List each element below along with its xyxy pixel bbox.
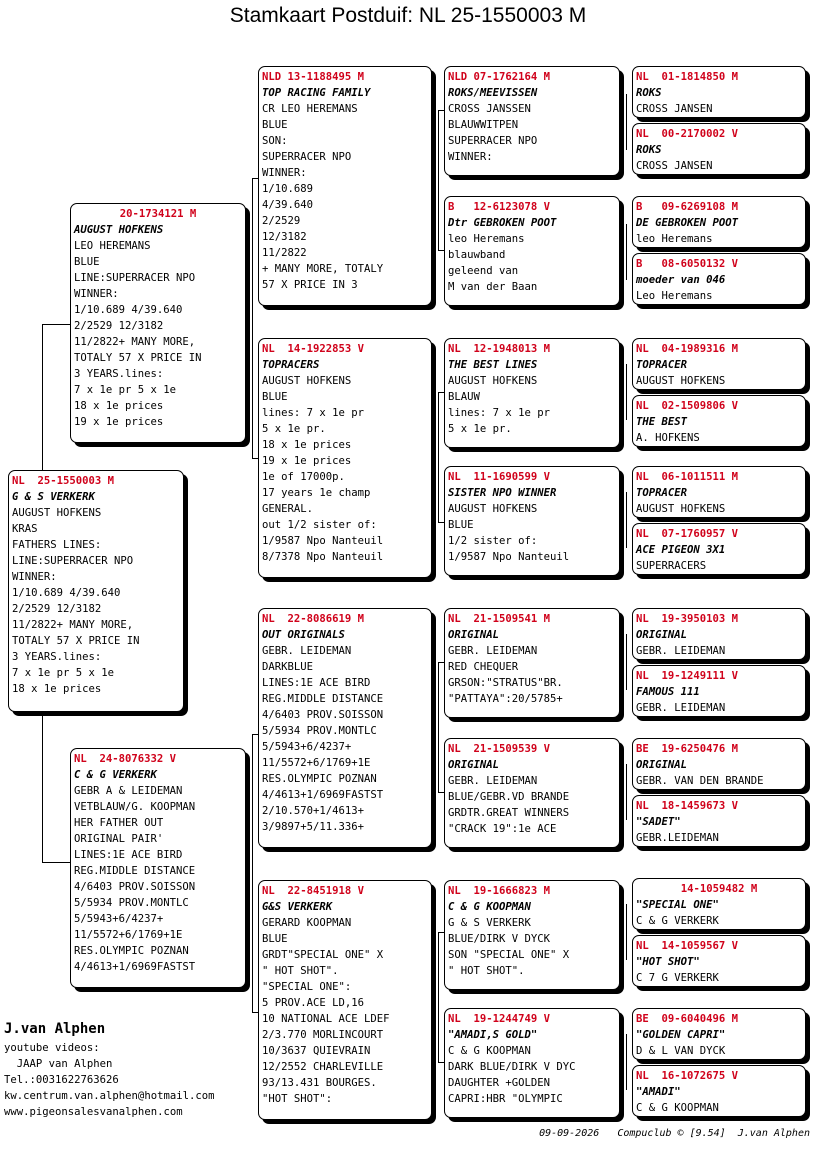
ring-number: NL 02-1509806 V xyxy=(636,400,739,412)
ring-number: NL 22-8451918 V xyxy=(262,885,365,897)
contact-email[interactable]: kw.centrum.van.alphen@hotmail.com xyxy=(4,1090,215,1102)
detail-line: 5/5943+6/4237+ xyxy=(74,913,164,925)
contact-line: JAAP van Alphen xyxy=(4,1058,113,1070)
detail-line: 4/6403 PROV.SOISSON xyxy=(74,881,196,893)
detail-line: " HOT SHOT". xyxy=(448,965,525,977)
detail-line: Leo Heremans xyxy=(636,290,713,302)
ring-number: NL 11-1690599 V xyxy=(448,471,551,483)
detail-line: 8/7378 Npo Nanteuil xyxy=(262,551,384,563)
detail-line: 7 x 1e pr 5 x 1e xyxy=(12,667,115,679)
ring-number: 14-1059482 M xyxy=(680,883,758,895)
ring-number: NL 16-1072675 V xyxy=(636,1070,739,1082)
detail-line: 11/5572+6/1769+1E xyxy=(74,929,183,941)
ring-number: NLD 07-1762164 M xyxy=(448,71,551,83)
detail-line: BLUE xyxy=(74,256,100,268)
detail-line: LINES:1E ACE BIRD xyxy=(74,849,183,861)
ring-number: B 12-6123078 V xyxy=(448,201,551,213)
connector-line xyxy=(626,224,627,280)
detail-line: "HOT SHOT": xyxy=(262,1093,333,1105)
connector-line xyxy=(42,324,70,325)
detail-line: AUGUST HOFKENS xyxy=(262,375,352,387)
pedigree-card-g1 xyxy=(632,66,806,118)
pedigree-card-mff xyxy=(444,608,620,718)
detail-line: 5/5943+6/4237+ xyxy=(262,741,352,753)
detail-line: BLUE xyxy=(262,391,288,403)
detail-line: ORIGINAL PAIR' xyxy=(74,833,164,845)
pigeon-name: TOPRACER xyxy=(636,487,688,499)
detail-line: REG.MIDDLE DISTANCE xyxy=(74,865,196,877)
detail-line: 1/10.689 xyxy=(262,183,314,195)
detail-line: 5 PROV.ACE LD,16 xyxy=(262,997,365,1009)
ring-number: NL 14-1059567 V xyxy=(636,940,739,952)
detail-line: 2/2529 12/3182 xyxy=(74,320,164,332)
connector-line xyxy=(438,932,439,1062)
pigeon-name: ORIGINAL xyxy=(636,759,688,771)
detail-line: G & S VERKERK xyxy=(448,917,531,929)
detail-line: A. HOFKENS xyxy=(636,432,700,444)
ring-number: BE 19-6250476 M xyxy=(636,743,739,755)
detail-line: TOTALY 57 X PRICE IN xyxy=(74,352,202,364)
detail-line: 18 x 1e prices xyxy=(74,400,164,412)
detail-line: 10 NATIONAL ACE LDEF xyxy=(262,1013,390,1025)
ring-number: NL 01-1814850 M xyxy=(636,71,739,83)
detail-line: AUGUST HOFKENS xyxy=(636,503,726,515)
detail-line: GRSON:"STRATUS"BR. xyxy=(448,677,563,689)
detail-line: LEO HEREMANS xyxy=(74,240,151,252)
pedigree-card-fm xyxy=(258,338,432,578)
detail-line: blauwband xyxy=(448,249,506,261)
ring-number: NL 19-1244749 V xyxy=(448,1013,551,1025)
detail-line: 5 x 1e pr. xyxy=(448,423,512,435)
pigeon-name: "HOT SHOT" xyxy=(636,956,700,968)
pedigree-card-g7 xyxy=(632,466,806,518)
detail-line: RES.OLYMPIC POZNAN xyxy=(262,773,377,785)
detail-line: GEBR. LEIDEMAN xyxy=(262,645,352,657)
pigeon-name: OUT ORIGINALS xyxy=(262,629,345,641)
detail-line: 1/9587 Npo Nanteuil xyxy=(262,535,384,547)
ring-number: NL 21-1509541 M xyxy=(448,613,551,625)
detail-line: GEBR. VAN DEN BRANDE xyxy=(636,775,764,787)
detail-line: C & G KOOPMAN xyxy=(636,1102,719,1114)
connector-line xyxy=(438,392,439,522)
detail-line: GEBR. LEIDEMAN xyxy=(636,702,726,714)
detail-line: DAUGHTER +GOLDEN xyxy=(448,1077,551,1089)
pedigree-card-fmf xyxy=(444,338,620,448)
detail-line: + MANY MORE, TOTALY xyxy=(262,263,384,275)
pigeon-name: "AMADI" xyxy=(636,1086,681,1098)
pedigree-card-g9 xyxy=(632,608,806,660)
detail-line: GEBR A & LEIDEMAN xyxy=(74,785,183,797)
print-stamp: 09-09-2026 Compuclub © [9.54] J.van Alphen xyxy=(539,1128,810,1139)
ring-number: NL 25-1550003 M xyxy=(12,475,115,487)
owner-contact xyxy=(4,1018,214,1120)
pedigree-card-g11 xyxy=(632,738,806,790)
pedigree-card-ff xyxy=(258,66,432,306)
pigeon-name: "AMADI,S GOLD" xyxy=(448,1029,538,1041)
detail-line: DARK BLUE/DIRK V DYC xyxy=(448,1061,576,1073)
detail-line: 1/2 sister of: xyxy=(448,535,538,547)
detail-line: CROSS JANSEN xyxy=(636,160,713,172)
detail-line: 12/2552 CHARLEVILLE xyxy=(262,1061,384,1073)
pigeon-name: AUGUST HOFKENS xyxy=(74,224,164,236)
pedigree-card-fff xyxy=(444,66,620,176)
ring-number: NL 24-8076332 V xyxy=(74,753,177,765)
pedigree-card-mother xyxy=(70,748,246,988)
detail-line: 2/3.770 MORLINCOURT xyxy=(262,1029,384,1041)
detail-line: WINNER: xyxy=(262,167,307,179)
detail-line: LINE:SUPERRACER NPO xyxy=(74,272,196,284)
detail-line: LINES:1E ACE BIRD xyxy=(262,677,371,689)
ring-number: BE 09-6040496 M xyxy=(636,1013,739,1025)
detail-line: 1e of 17000p. xyxy=(262,471,345,483)
pedigree-card-mf xyxy=(258,608,432,848)
connector-line xyxy=(626,492,627,548)
detail-line: 11/5572+6/1769+1E xyxy=(262,757,371,769)
detail-line: WINNER: xyxy=(448,151,493,163)
ring-number: NL 07-1760957 V xyxy=(636,528,739,540)
detail-line: 11/2822 xyxy=(262,247,307,259)
detail-line: DARKBLUE xyxy=(262,661,314,673)
detail-line: out 1/2 sister of: xyxy=(262,519,377,531)
pigeon-name: ORIGINAL xyxy=(448,759,500,771)
connector-line xyxy=(438,110,439,250)
detail-line: BLUE/DIRK V DYCK xyxy=(448,933,551,945)
pedigree-card-g10 xyxy=(632,665,806,717)
detail-line: 5/5934 PROV.MONTLC xyxy=(74,897,189,909)
connector-line xyxy=(626,94,627,150)
detail-line: TOTALY 57 X PRICE IN xyxy=(12,635,140,647)
pedigree-card-subject xyxy=(8,470,184,712)
pigeon-name: moeder van 046 xyxy=(636,274,726,286)
detail-line: C & G VERKERK xyxy=(636,915,719,927)
pigeon-name: Dtr GEBROKEN POOT xyxy=(448,217,557,229)
detail-line: BLUE/GEBR.VD BRANDE xyxy=(448,791,570,803)
detail-line: WINNER: xyxy=(74,288,119,300)
connector-line xyxy=(626,904,627,960)
detail-line: CR LEO HEREMANS xyxy=(262,103,358,115)
pedigree-card-mmm xyxy=(444,1008,620,1118)
connector-line xyxy=(626,1034,627,1090)
connector-line xyxy=(42,712,43,862)
pigeon-name: TOPRACERS xyxy=(262,359,320,371)
detail-line: 5 x 1e pr. xyxy=(262,423,326,435)
detail-line: "SPECIAL ONE": xyxy=(262,981,352,993)
pedigree-card-g14 xyxy=(632,935,806,987)
detail-line: CROSS JANSEN xyxy=(636,103,713,115)
detail-line: GEBR. LEIDEMAN xyxy=(448,775,538,787)
detail-line: 1/9587 Npo Nanteuil xyxy=(448,551,570,563)
detail-line: 3 YEARS.lines: xyxy=(12,651,102,663)
detail-line: lines: 7 x 1e pr xyxy=(448,407,551,419)
detail-line: 7 x 1e pr 5 x 1e xyxy=(74,384,177,396)
contact-line: youtube videos: xyxy=(4,1042,100,1054)
connector-line xyxy=(42,324,43,470)
pedigree-card-g15 xyxy=(632,1008,806,1060)
detail-line: 19 x 1e prices xyxy=(262,455,352,467)
pedigree-card-g2 xyxy=(632,123,806,175)
detail-line: SUPERRACERS xyxy=(636,560,707,572)
detail-line: 5/5934 PROV.MONTLC xyxy=(262,725,377,737)
ring-number: NL 00-2170002 V xyxy=(636,128,739,140)
pigeon-name: FAMOUS 111 xyxy=(636,686,700,698)
pigeon-name: "GOLDEN CAPRI" xyxy=(636,1029,726,1041)
ring-number: NLD 13-1188495 M xyxy=(262,71,365,83)
pigeon-name: ROKS/MEEVISSEN xyxy=(448,87,538,99)
pigeon-name: ORIGINAL xyxy=(448,629,500,641)
detail-line: leo Heremans xyxy=(636,233,713,245)
detail-line: 3/9897+5/11.336+ xyxy=(262,821,365,833)
detail-line: C 7 G VERKERK xyxy=(636,972,719,984)
pedigree-card-ffm xyxy=(444,196,620,306)
detail-line: 11/2822+ MANY MORE, xyxy=(12,619,134,631)
connector-line xyxy=(626,634,627,690)
ring-number: NL 19-1666823 M xyxy=(448,885,551,897)
pigeon-name: DE GEBROKEN POOT xyxy=(636,217,739,229)
detail-line: lines: 7 x 1e pr xyxy=(262,407,365,419)
detail-line: 12/3182 xyxy=(262,231,307,243)
detail-line: 93/13.431 BOURGES. xyxy=(262,1077,377,1089)
pedigree-card-g6 xyxy=(632,395,806,447)
detail-line: BLAUW xyxy=(448,391,480,403)
detail-line: "CRACK 19":1e ACE xyxy=(448,823,557,835)
pigeon-name: C & G VERKERK xyxy=(74,769,157,781)
pedigree-card-g16 xyxy=(632,1065,806,1117)
pigeon-name: "SADET" xyxy=(636,816,681,828)
ring-number: NL 12-1948013 M xyxy=(448,343,551,355)
detail-line: 2/2529 12/3182 xyxy=(12,603,102,615)
detail-line: CROSS JANSSEN xyxy=(448,103,531,115)
pigeon-name: ROKS xyxy=(636,87,662,99)
pedigree-card-g12 xyxy=(632,795,806,847)
detail-line: AUGUST HOFKENS xyxy=(448,375,538,387)
pedigree-card-g8 xyxy=(632,523,806,575)
connector-line xyxy=(42,862,70,863)
detail-line: 11/2822+ MANY MORE, xyxy=(74,336,196,348)
pedigree-card-mmf xyxy=(444,880,620,990)
pedigree-card-g3 xyxy=(632,196,806,248)
detail-line: AUGUST HOFKENS xyxy=(12,507,102,519)
pigeon-name: ACE PIGEON 3X1 xyxy=(636,544,726,556)
detail-line: " HOT SHOT". xyxy=(262,965,339,977)
detail-line: 4/39.640 xyxy=(262,199,314,211)
pedigree-card-fmm xyxy=(444,466,620,576)
pedigree-card-g13 xyxy=(632,878,806,930)
contact-phone: Tel.:0031622763626 xyxy=(4,1074,119,1086)
detail-line: 4/4613+1/6969FASTST xyxy=(74,961,196,973)
pigeon-name: ORIGINAL xyxy=(636,629,688,641)
ring-number: NL 18-1459673 V xyxy=(636,800,739,812)
detail-line: BLUE xyxy=(262,933,288,945)
pigeon-name: ROKS xyxy=(636,144,662,156)
ring-number: 20-1734121 M xyxy=(119,208,197,220)
ring-number: NL 04-1989316 M xyxy=(636,343,739,355)
contact-website[interactable]: www.pigeonsalesvanalphen.com xyxy=(4,1106,183,1118)
detail-line: FATHERS LINES: xyxy=(12,539,102,551)
pedigree-card-g5 xyxy=(632,338,806,390)
ring-number: NL 19-1249111 V xyxy=(636,670,739,682)
ring-number: NL 19-3950103 M xyxy=(636,613,739,625)
detail-line: BLUE xyxy=(262,119,288,131)
detail-line: GENERAL. xyxy=(262,503,314,515)
detail-line: RES.OLYMPIC POZNAN xyxy=(74,945,189,957)
detail-line: M van der Baan xyxy=(448,281,538,293)
detail-line: 1/10.689 4/39.640 xyxy=(74,304,183,316)
detail-line: KRAS xyxy=(12,523,38,535)
detail-line: C & G KOOPMAN xyxy=(448,1045,531,1057)
pigeon-name: THE BEST xyxy=(636,416,688,428)
detail-line: 3 YEARS.lines: xyxy=(74,368,164,380)
connector-line xyxy=(626,764,627,820)
detail-line: RED CHEQUER xyxy=(448,661,519,673)
detail-line: leo Heremans xyxy=(448,233,525,245)
pigeon-name: G&S VERKERK xyxy=(262,901,333,913)
connector-line xyxy=(252,734,253,1012)
page-title: Stamkaart Postduif: NL 25-1550003 M xyxy=(229,4,587,27)
detail-line: LINE:SUPERRACER NPO xyxy=(12,555,134,567)
detail-line: 57 X PRICE IN 3 xyxy=(262,279,358,291)
detail-line: D & L VAN DYCK xyxy=(636,1045,726,1057)
pedigree-card-mm xyxy=(258,880,432,1120)
detail-line: 4/4613+1/6969FASTST xyxy=(262,789,384,801)
detail-line: "PATTAYA":20/5785+ xyxy=(448,693,563,705)
detail-line: AUGUST HOFKENS xyxy=(636,375,726,387)
owner-name: J.van Alphen xyxy=(4,1021,106,1037)
pigeon-name: C & G KOOPMAN xyxy=(448,901,531,913)
detail-line: BLUE xyxy=(448,519,474,531)
detail-line: 2/2529 xyxy=(262,215,301,227)
ring-number: B 09-6269108 M xyxy=(636,201,739,213)
pedigree-card-father xyxy=(70,203,246,443)
detail-line: 4/6403 PROV.SOISSON xyxy=(262,709,384,721)
detail-line: 10/3637 QUIEVRAIN xyxy=(262,1045,371,1057)
detail-line: SON "SPECIAL ONE" X xyxy=(448,949,570,961)
pedigree-card-g4 xyxy=(632,253,806,305)
detail-line: GRDT"SPECIAL ONE" X xyxy=(262,949,384,961)
detail-line: VETBLAUW/G. KOOPMAN xyxy=(74,801,196,813)
detail-line: SUPERRACER NPO xyxy=(262,151,352,163)
detail-line: BLAUWWITPEN xyxy=(448,119,519,131)
ring-number: NL 22-8086619 M xyxy=(262,613,365,625)
detail-line: SON: xyxy=(262,135,288,147)
detail-line: GEBR. LEIDEMAN xyxy=(448,645,538,657)
pedigree-card-mfm xyxy=(444,738,620,848)
detail-line: CAPRI:HBR "OLYMPIC xyxy=(448,1093,563,1105)
detail-line: WINNER: xyxy=(12,571,57,583)
detail-line: GEBR.LEIDEMAN xyxy=(636,832,719,844)
detail-line: GERARD KOOPMAN xyxy=(262,917,352,929)
ring-number: NL 21-1509539 V xyxy=(448,743,551,755)
connector-line xyxy=(438,662,439,792)
detail-line: 18 x 1e prices xyxy=(12,683,102,695)
detail-line: REG.MIDDLE DISTANCE xyxy=(262,693,384,705)
detail-line: GEBR. LEIDEMAN xyxy=(636,645,726,657)
pigeon-name: G & S VERKERK xyxy=(12,491,95,503)
detail-line: 1/10.689 4/39.640 xyxy=(12,587,121,599)
detail-line: 19 x 1e prices xyxy=(74,416,164,428)
ring-number: NL 14-1922853 V xyxy=(262,343,365,355)
pigeon-name: SISTER NPO WINNER xyxy=(448,487,557,499)
connector-line xyxy=(626,364,627,420)
detail-line: geleend van xyxy=(448,265,519,277)
pigeon-name: "SPECIAL ONE" xyxy=(636,899,719,911)
pigeon-name: TOP RACING FAMILY xyxy=(262,87,371,99)
detail-line: GRDTR.GREAT WINNERS xyxy=(448,807,570,819)
detail-line: HER FATHER OUT xyxy=(74,817,164,829)
pigeon-name: TOPRACER xyxy=(636,359,688,371)
ring-number: NL 06-1011511 M xyxy=(636,471,739,483)
ring-number: B 08-6050132 V xyxy=(636,258,739,270)
detail-line: 2/10.570+1/4613+ xyxy=(262,805,365,817)
pigeon-name: THE BEST LINES xyxy=(448,359,538,371)
detail-line: 17 years 1e champ xyxy=(262,487,371,499)
detail-line: 18 x 1e prices xyxy=(262,439,352,451)
detail-line: AUGUST HOFKENS xyxy=(448,503,538,515)
connector-line xyxy=(252,178,253,458)
detail-line: SUPERRACER NPO xyxy=(448,135,538,147)
